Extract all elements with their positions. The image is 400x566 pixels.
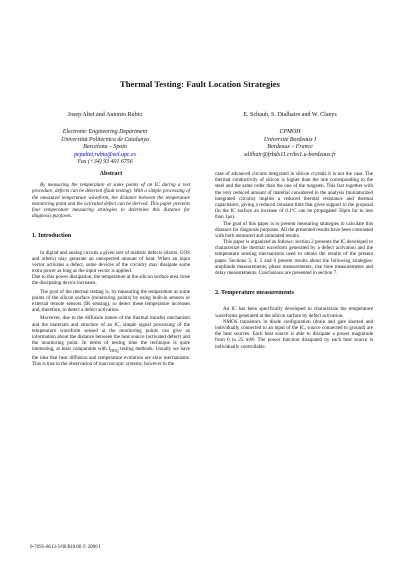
affiliation-right-line-1: CPMOH [279, 129, 301, 136]
right-column [215, 171, 373, 350]
affiliation-left [20, 112, 190, 166]
affiliation-right-line-2: Université Bordeaux I [263, 136, 317, 143]
authors-left-names: Josep Altet and Antonio Rubio [67, 112, 143, 118]
left-column [32, 171, 190, 367]
fax-left: Fax (+34) 93 401 6756 [77, 159, 133, 166]
section-1-paragraph-3: The goal of the thermal testing is, by measuring the temperature at some points of the silicon surface (monitoring points) by using built-in sensors or external remote sensors (IR sensing), to detect these temperature increases and, therefore, to detect a defect activation. [32, 288, 190, 314]
right-paragraph-2: The goal of this paper is to present measuring strategies to calculate this distance for diagnosis purposes. All the presented results have been contrasted with both measured and simulated results. [215, 220, 373, 239]
authors-right-names: E. Schaub, S. Dialhaire and W. Claeys [243, 112, 337, 118]
section-1-paragraph-4-part-b: testing methods. Usually we have the idea that heat diffusion and temperature evolution are slow mechanisms. This is true in the observation of macroscopic systems, however in the [32, 346, 190, 367]
right-paragraph-3: This paper is organized as follows: section 2 presents the IC developed to characterize the thermal waveform generated by a defect activation and the temperature sensing mechanisms used to obtain the results of the present paper. Sections 3, 4, 5 and 6 present results about the following strategies: amplitude measurements, phase measurements, rise time measurements and delay measurements. Conclusions are presented in section 7. [215, 239, 373, 276]
section-1-paragraph-4-part-a: Moreover, due to the diffusion nature of the thermal transfer mechanism and the materials and structure of an IC, simple signal processing of the temperature waveform sensed at the monitoring points can give us information about the distance between the heat source (activated defect) and the monitoring point. In terms of testing time the technique is quite interesting, at least comparable with I [32, 315, 190, 353]
section-1-paragraph-1: In digital and analog circuits a given sort of realistic defects (shorts, GOS and others) may generate an unexpected amount of heat. When an input vector activates a defect, some devices of the circuitry may dissipate some extra power as long as the input vector is applied. [32, 249, 190, 275]
affiliation-left-line-2: Universitat Politècnica de Catalunya [61, 136, 149, 143]
email-link-left[interactable]: pepaltet,rubio@eel.upc.es [74, 151, 136, 158]
affiliation-right-line-3: Bordeaux – France [267, 144, 313, 151]
section-2-paragraph-1: An IC has been specifically developed to characterize the temperature waveforms generated at the silicon surface by defect activation. [215, 306, 373, 319]
right-paragraph-1: case of advanced circuits integrated in silicon crystals it is not the case. The thermal conductivity of silicon is higher than the one corresponding to the steel and the same order than the one of the tungsten. This fact together with the very reduced amount of material considered in the analysis (miniaturized integrated circuits) implies a reduced thermal resistance and thermal capacitance, giving a reduced constant time that gives support to the proposal (in the IC surface an increase of 0.1ºC can be propagated 50μm far in less than 1μs). [215, 171, 373, 221]
section-2-paragraph-2: NMOS transistors in diode configuration (drain and gate shorted and individually connected to an input of the IC, source connected to ground) are the heat sources. Each heat source is able to dissipate a power magnitude from 0 to 25 mW. The power function dissipated by each heat source is individually controllable. [215, 318, 373, 350]
section-1-paragraph-4 [32, 315, 190, 367]
affiliation-right [205, 112, 375, 159]
iddq-subscript: DDQ [110, 349, 119, 354]
affiliation-left-line-3: Barcelona – Spain [83, 144, 127, 151]
abstract-heading: Abstract [99, 171, 123, 177]
section-1-heading: 1. Introduction [32, 233, 72, 240]
paper-title: Thermal Testing: Fault Location Strategies [119, 79, 281, 89]
email-right[interactable]: sdilhair@frbdx11.cribx1.u-bordeaux.fr [244, 151, 336, 158]
abstract-text: By measuring the temperature at some points of an IC during a test procedure, defects can be detected (fault testing). With a simple processing of the measured temperature waveform, the distance between the temperature monitoring point and the activated defect can be derived. This paper presents four temperature measuring strategies to determine this distance for diagnosis purposes. [32, 182, 190, 220]
section-1-paragraph-2: Due to this power dissipation, the temperature at the silicon surface area close the dissipating device increases. [32, 274, 190, 287]
section-2-heading: 2. Temperature measurements [215, 290, 294, 297]
affiliation-left-line-1: Electronic Engineering Department [62, 129, 148, 136]
copyright-footer: 0-7695-0613-5/00 $10.00 © 2000 I [30, 545, 101, 550]
